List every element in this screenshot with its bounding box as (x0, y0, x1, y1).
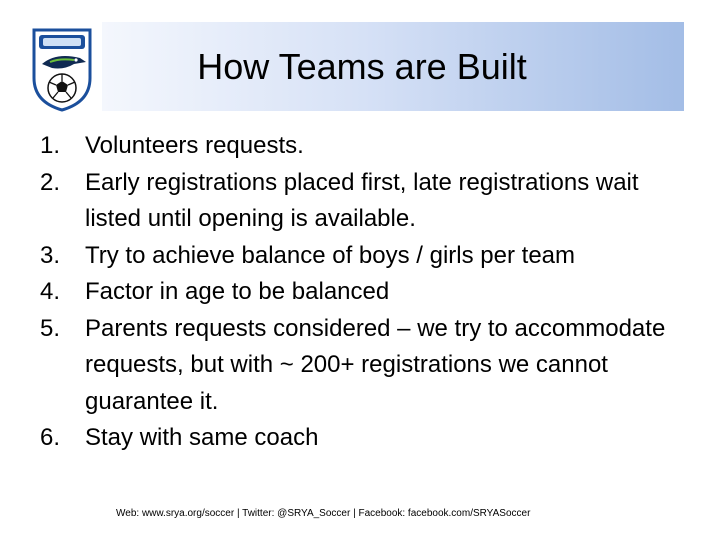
list-item-number: 2. (40, 168, 61, 196)
list-item-number: 4. (40, 278, 61, 305)
list-item (40, 311, 700, 421)
list-item (40, 128, 700, 165)
list-item (40, 420, 700, 457)
list-item-text: Try to achieve balance of boys / girls per team (85, 241, 576, 269)
slide-title: How Teams are Built (197, 45, 527, 87)
soccer-club-logo-icon (30, 26, 94, 112)
list-item-number: 1. (40, 132, 61, 159)
footer-links: Web: www.srya.org/soccer | Twitter: @SRYA_Soccer | Facebook: facebook.com/SRYASoccer (116, 508, 531, 519)
list-item-number: 5. (40, 314, 61, 342)
list-item-text: Parents requests considered – we try to accommodate requests, but with ~ 200+ registrations we cannot guarantee it. (85, 314, 666, 415)
list-item (40, 274, 700, 311)
list-item (40, 238, 700, 275)
team-building-list (40, 128, 700, 457)
list-item-text: Factor in age to be balanced (85, 278, 390, 305)
list-item-text: Stay with same coach (85, 424, 319, 451)
list-item-number: 6. (40, 424, 61, 451)
list-item (40, 165, 700, 238)
list-item-number: 3. (40, 241, 61, 269)
list-item-text: Volunteers requests. (85, 132, 304, 159)
list-item-text: Early registrations placed first, late registrations wait listed until opening is available. (85, 168, 639, 232)
